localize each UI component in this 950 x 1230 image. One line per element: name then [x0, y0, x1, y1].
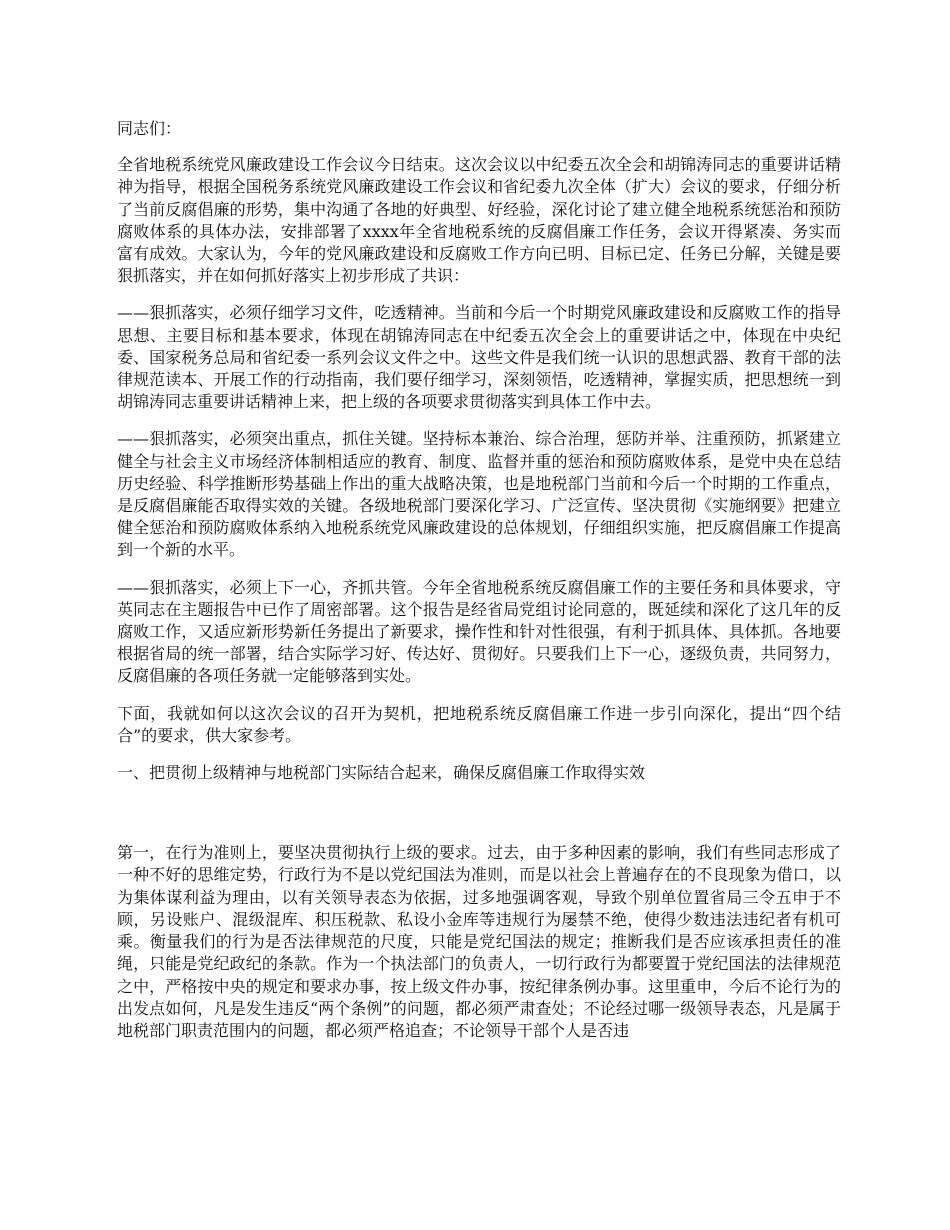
paragraph-intro: 全省地税系统党风廉政建设工作会议今日结束。这次会议以中纪委五次全会和胡锦涛同志的重要讲话精神为指导，根据全国税务系统党风廉政建设工作会议和省纪委九次全体（扩大）会议的要求，仔细分析了当前反腐倡廉的形势，集中沟通了各地的好典型、好经验，深化讨论了建立健全地税系统惩治和预防腐败体系的具体办法，安排部署了xxxx年全省地税系统的反腐倡廉工作任务，会议开得紧凑、务实而富有成效。大家认为，今年的党风廉政建设和反腐败工作方向已明、目标已定、任务已分解，关键是要狠抓落实，并在如何抓好落实上初步形成了共识： — [117, 155, 841, 286]
paragraph-four-combinations: 下面，我就如何以这次会议的召开为契机，把地税系统反腐倡廉工作进一步引向深化，提出“四个结合”的要求，供大家参考。 — [117, 703, 841, 745]
paragraph-key-points: ——狠抓落实，必须突出重点，抓住关键。坚持标本兼治、综合治理，惩防并举、注重预防，抓紧建立健全与社会主义市场经济体制相适应的教育、制度、监督并重的惩治和预防腐败体系，是党中央在总结历史经验、科学推断形势基础上作出的重大战略决策，也是地税部门当前和今后一个时期的工作重点，是反腐倡廉能否取得实效的关键。各级地税部门要深化学习、广泛宣传、坚决贯彻《实施纲要》把建立健全惩治和预防腐败体系纳入地税系统党风廉政建设的总体规划，仔细组织实施，把反腐倡廉工作提高到一个新的水平。 — [117, 429, 841, 560]
section-heading: 一、把贯彻上级精神与地税部门实际结合起来，确保反腐倡廉工作取得实效 — [117, 763, 646, 783]
paragraph-first-point: 第一，在行为准则上，要坚决贯彻执行上级的要求。过去，由于多种因素的影响，我们有些同志形成了一种不好的思维定势，行政行为不是以党纪国法为准则，而是以社会上普遍存在的不良现象为借口，以为集体谋利益为理由，以有关领导表态为依据，过多地强调客观，导致个别单位置省局三令五申于不顾，另设账户、混级混库、积压税款、私设小金库等违规行为屡禁不绝，使得少数违法违纪者有机可乘。衡量我们的行为是否法律规范的尺度，只能是党纪国法的规定；推断我们是否应该承担责任的准绳，只能是党纪政纪的条款。作为一个执法部门的负责人，一切行政行为都要置于党纪国法的法律规范之中，严格按中央的规定和要求办事，按上级文件办事，按纪律条例办事。这里重申，今后不论行为的出发点如何，凡是发生违反“两个条例”的问题，都必须严肃查处；不论经过哪一级领导表态，凡是属于地税部门职责范围内的问题，都必须严格追查；不论领导干部个人是否违 — [117, 843, 841, 1040]
paragraph-study-documents: ——狠抓落实，必须仔细学习文件，吃透精神。当前和今后一个时期党风廉政建设和反腐败工作的指导思想、主要目标和基本要求，体现在胡锦涛同志在中纪委五次全会上的重要讲话之中，体现在中央纪委、国家税务总局和省纪委一系列会议文件之中。这些文件是我们统一认识的思想武器、教育干部的法律规范读本、开展工作的行动指南，我们要仔细学习，深刻领悟，吃透精神，掌握实质，把思想统一到胡锦涛同志重要讲话精神上来，把上级的各项要求贯彻落实到具体工作中去。 — [117, 303, 841, 412]
document-body — [117, 118, 841, 1057]
paragraph-unity: ——狠抓落实，必须上下一心，齐抓共管。今年全省地税系统反腐倡廉工作的主要任务和具体要求，守英同志在主题报告中已作了周密部署。这个报告是经省局党组讨论同意的，既延续和深化了这几年的反腐败工作，又适应新形势新任务提出了新要求，操作性和针对性很强，有利于抓具体、具体抓。各地要根据省局的统一部署，结合实际学习好、传达好、贯彻好。只要我们上下一心，逐级负责，共同努力，反腐倡廉的各项任务就一定能够落到实处。 — [117, 577, 841, 686]
salutation: 同志们： — [117, 119, 182, 138]
